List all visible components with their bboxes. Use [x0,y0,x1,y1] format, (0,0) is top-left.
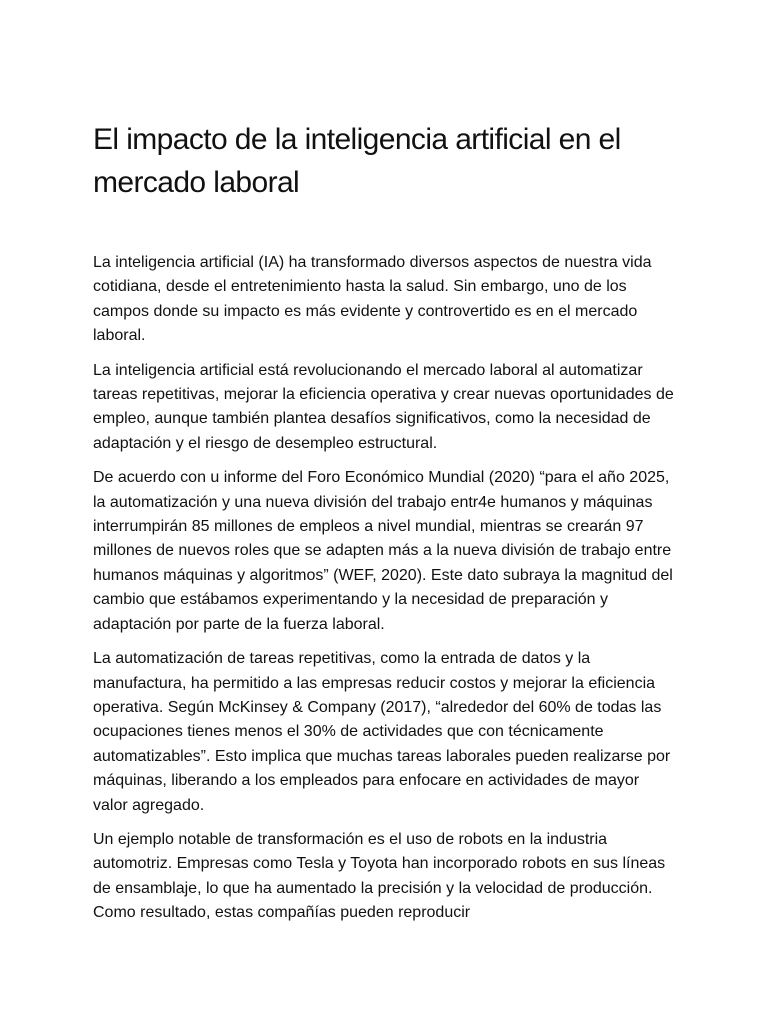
document-page [93,118,677,936]
document-title: El impacto de la inteligencia artificial en el mercado laboral [93,123,621,199]
paragraph-intro: La inteligencia artificial (IA) ha transformado diversos aspectos de nuestra vida cotidiana, desde el entretenimiento hasta la salud. Sin embargo, uno de los campos donde su impacto es más evidente y controvertido es en el mercado laboral. [93,254,652,345]
paragraph-automotive: Un ejemplo notable de transformación es el uso de robots en la industria automotriz. Empresas como Tesla y Toyota han incorporado robots en sus líneas de ensamblaje, lo que ha aumentado la precisión y la velocidad de producción. Como resultado, estas compañías pueden reproducir [93,830,666,922]
paragraph-mckinsey: La automatización de tareas repetitivas, como la entrada de datos y la manufactura, ha permitido a las empresas reducir costos y mejorar la eficiencia operativa. Según McKinsey & Company (2017), “alrededor del 60% de todas las ocupaciones tienes menos el 30% de actividades que con técnicamente automatizables”. Esto implica que muchas tareas laborales pueden realizarse por máquinas, liberando a los empleados para enfocare en actividades de mayor valor agregado. [93,650,671,814]
paragraph-thesis: La inteligencia artificial está revolucionando el mercado laboral al automatizar tareas repetitivas, mejorar la eficiencia operativa y crear nuevas oportunidades de empleo, aunque también plantea desafíos significativos, como la necesidad de adaptación y el riesgo de desempleo estructural. [93,361,674,452]
paragraph-wef: De acuerdo con u informe del Foro Económico Mundial (2020) “para el año 2025, la automatización y una nueva división del trabajo entr4e humanos y máquinas interrumpirán 85 millones de empleos a nivel mundial, mientras se crearán 97 millones de nuevos roles que se adapten más a la nueva división de trabajo entre humanos máquinas y algoritmos” (WEF, 2020). Este dato subraya la magnitud del cambio que estábamos experimentando y la necesidad de preparación y adaptación por parte de la fuerza laboral. [93,469,673,633]
